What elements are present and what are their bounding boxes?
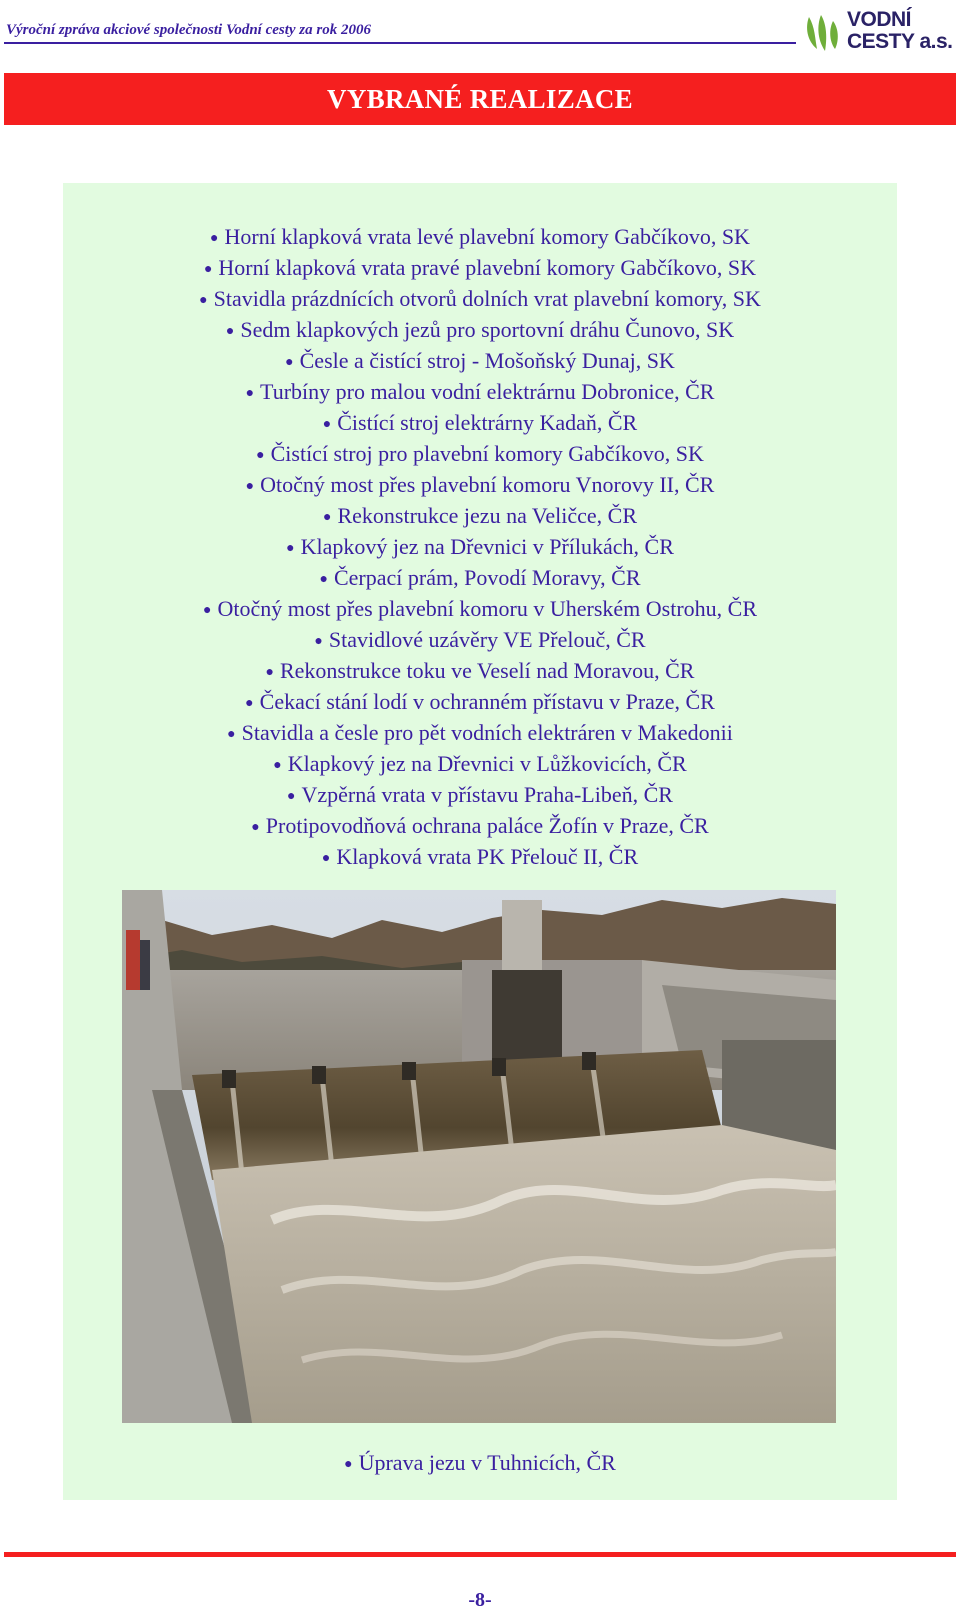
list-item <box>63 469 897 500</box>
list-item <box>63 779 897 810</box>
logo-wordmark <box>847 9 953 53</box>
project-name: Čistící stroj pro plavební komory Gabčíkovo, SK <box>270 441 704 466</box>
weir-photo <box>122 890 836 1423</box>
project-name: Horní klapková vrata pravé plavební komory Gabčíkovo, SK <box>218 255 757 280</box>
project-name: Stavidla a česle pro pět vodních elektráren v Makedonii <box>241 720 733 745</box>
bullet-icon: ● <box>344 1457 353 1472</box>
project-name: Vzpěrná vrata v přístavu Praha-Libeň, ČR <box>301 782 673 807</box>
photo-caption-text: Úprava jezu v Tuhnicích, ČR <box>358 1450 616 1475</box>
bullet-icon: ● <box>245 479 255 494</box>
bullet-icon: ● <box>245 696 254 711</box>
project-name: Protipovodňová ochrana paláce Žofín v Praze, ČR <box>265 813 709 838</box>
project-name: Čerpací prám, Povodí Moravy, ČR <box>333 565 641 590</box>
list-item <box>63 717 897 748</box>
bullet-icon: ● <box>203 262 213 277</box>
bullet-icon: ● <box>245 386 255 401</box>
list-item <box>63 283 897 314</box>
weir-photo-illustration <box>122 890 836 1423</box>
logo-line-2: CESTY a.s. <box>847 30 953 53</box>
bullet-icon: ● <box>321 851 331 866</box>
bullet-icon: ● <box>265 665 274 680</box>
header-divider <box>4 42 796 44</box>
logo-line-1: VODNÍ <box>847 8 912 31</box>
project-name: Turbíny pro malou vodní elektrárnu Dobronice, ČR <box>260 379 715 404</box>
list-item <box>63 655 897 686</box>
project-name: Klapková vrata PK Přelouč II, ČR <box>336 844 639 869</box>
list-item <box>63 221 897 252</box>
section-title: VYBRANÉ REALIZACE <box>327 83 633 114</box>
list-item <box>63 407 897 438</box>
bullet-icon: ● <box>225 324 235 339</box>
footer-divider <box>4 1552 956 1557</box>
project-name: Čekací stání lodí v ochranném přístavu v Praze, ČR <box>259 689 715 714</box>
list-item <box>63 748 897 779</box>
bullet-icon: ● <box>287 789 296 804</box>
leaf-logo-icon <box>803 11 843 53</box>
project-name: Rekonstrukce jezu na Veličce, ČR <box>337 503 638 528</box>
project-name: Klapkový jez na Dřevnici v Přílukách, ČR <box>300 534 674 559</box>
list-item <box>63 252 897 283</box>
bullet-icon: ● <box>256 448 265 463</box>
list-item <box>63 531 897 562</box>
page-number: -8- <box>468 1589 492 1611</box>
list-item <box>63 314 897 345</box>
projects-panel <box>63 183 897 1500</box>
bullet-icon: ● <box>273 758 282 773</box>
bullet-icon: ● <box>202 603 212 618</box>
bullet-icon: ● <box>285 355 294 370</box>
project-name: Čistící stroj elektrárny Kadaň, ČR <box>337 410 638 435</box>
bullet-icon: ● <box>314 634 323 649</box>
list-item <box>63 686 897 717</box>
list-item <box>63 376 897 407</box>
list-item <box>63 438 897 469</box>
bullet-icon: ● <box>227 727 236 742</box>
list-item <box>63 841 897 872</box>
bullet-icon: ● <box>251 820 260 835</box>
list-item <box>63 500 897 531</box>
list-item <box>63 593 897 624</box>
running-title: Výroční zpráva akciové společnosti Vodní cesty za rok 2006 <box>6 22 371 38</box>
project-list <box>63 221 897 872</box>
list-item <box>63 624 897 655</box>
project-name: Sedm klapkových jezů pro sportovní dráhu Čunovo, SK <box>240 317 735 342</box>
bullet-icon: ● <box>322 417 332 432</box>
project-name: Stavidla prázdnících otvorů dolních vrat plavební komory, SK <box>213 286 761 311</box>
project-name: Klapkový jez na Dřevnici v Lůžkovicích, ČR <box>287 751 687 776</box>
project-name: Otočný most přes plavební komoru v Uherském Ostrohu, ČR <box>217 596 758 621</box>
photo-caption <box>63 1447 897 1480</box>
bullet-icon: ● <box>210 231 219 246</box>
section-title-bar <box>4 73 956 125</box>
list-item <box>63 810 897 841</box>
bullet-icon: ● <box>286 541 295 556</box>
list-item <box>63 562 897 593</box>
project-name: Horní klapková vrata levé plavební komory Gabčíkovo, SK <box>224 224 750 249</box>
company-logo <box>803 8 955 56</box>
bullet-icon: ● <box>319 572 328 587</box>
project-name: Česle a čistící stroj - Mošoňský Dunaj, SK <box>299 348 675 373</box>
project-name: Stavidlové uzávěry VE Přelouč, ČR <box>328 627 646 652</box>
project-name: Rekonstrukce toku ve Veselí nad Moravou, ČR <box>279 658 695 683</box>
bullet-icon: ● <box>322 510 332 525</box>
bullet-icon: ● <box>199 293 208 308</box>
list-item <box>63 345 897 376</box>
project-name: Otočný most přes plavební komoru Vnorovy II, ČR <box>260 472 715 497</box>
